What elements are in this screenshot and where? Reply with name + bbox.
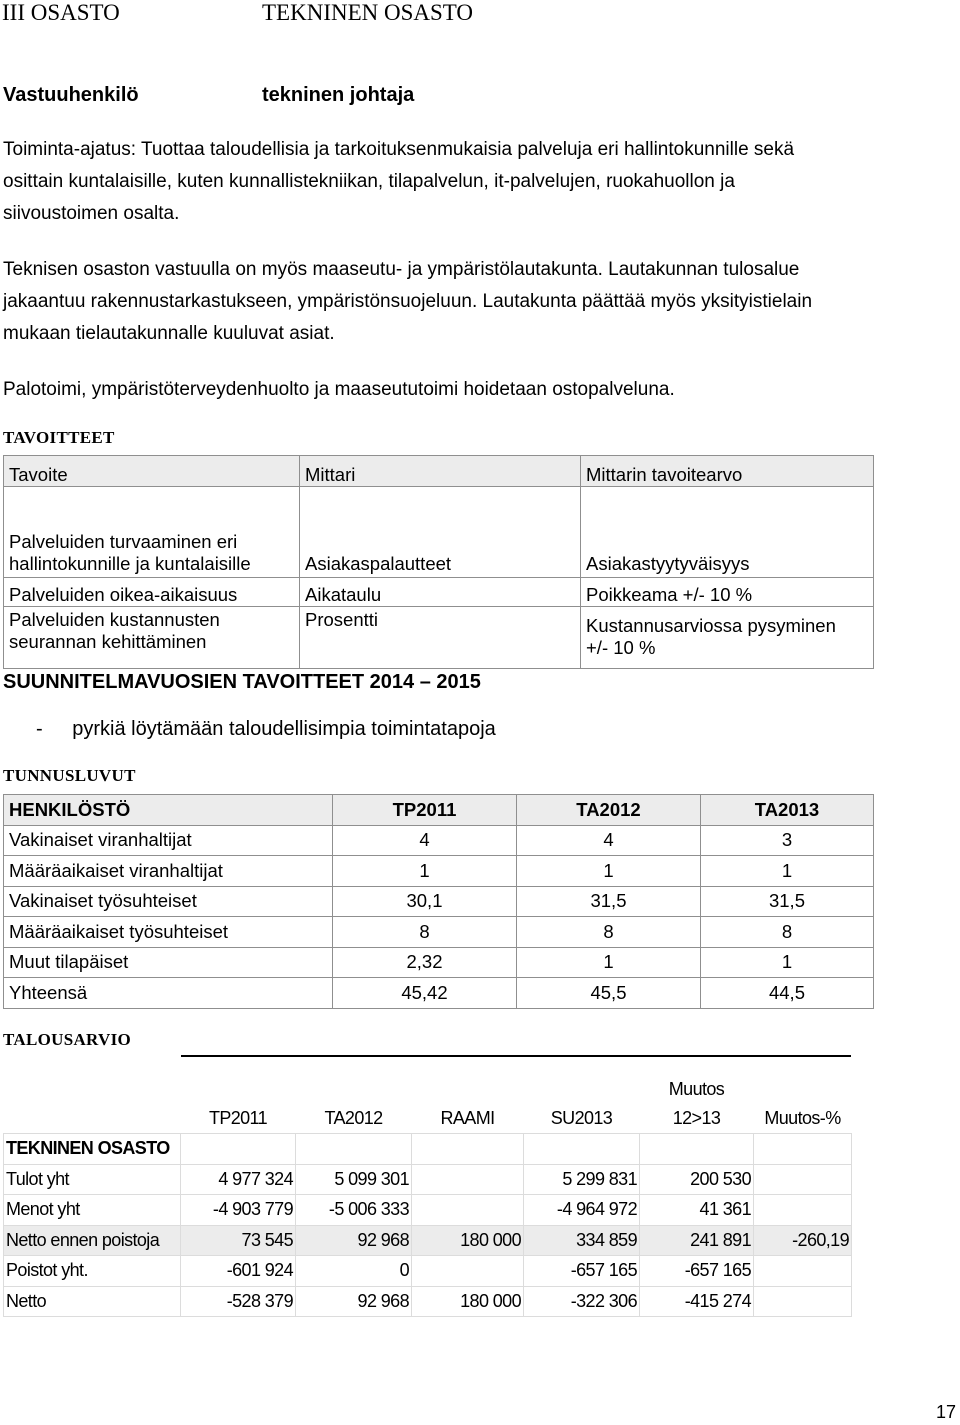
table-cell: 31,5 <box>517 886 701 917</box>
table-cell: 92 968 <box>296 1225 412 1256</box>
table-cell: Asiakaspalautteet <box>300 487 581 578</box>
table-cell: 4 <box>517 825 701 856</box>
goals-table <box>3 455 874 669</box>
table-cell: 4 <box>333 825 517 856</box>
outsourcing-paragraph: Palotoimi, ympäristöterveydenhuolto ja maaseututoimi hoidetaan ostopalveluna. <box>3 379 675 400</box>
column-header: RAAMI <box>412 1057 524 1134</box>
column-header: TP2011 <box>181 1057 296 1134</box>
table-cell: -415 274 <box>640 1286 754 1317</box>
responsible-value: tekninen johtaja <box>262 84 415 106</box>
table-row <box>4 607 874 669</box>
header-line: Muutos <box>668 1079 725 1099</box>
cell-line: hallintokunnille ja kuntalaisille <box>9 553 251 574</box>
table-cell <box>754 1164 852 1195</box>
table-cell: Netto ennen poistoja <box>4 1225 181 1256</box>
table-cell: Muut tilapäiset <box>4 947 333 978</box>
table-row <box>4 886 874 917</box>
table-cell: -4 964 972 <box>524 1195 640 1226</box>
table-cell: 5 099 301 <box>296 1164 412 1195</box>
table-row <box>4 978 874 1009</box>
column-header: Mittarin tavoitearvo <box>581 456 874 487</box>
table-cell: TEKNINEN OSASTO <box>4 1134 181 1165</box>
table-cell <box>581 607 874 669</box>
table-cell: 4 977 324 <box>181 1164 296 1195</box>
table-cell: 92 968 <box>296 1286 412 1317</box>
table-cell: 2,32 <box>333 947 517 978</box>
table-cell <box>754 1195 852 1226</box>
table-cell: 44,5 <box>701 978 874 1009</box>
table-row <box>4 1225 852 1256</box>
table-cell: 200 530 <box>640 1164 754 1195</box>
budget-heading: TALOUSARVIO <box>3 1030 132 1049</box>
cell-line: seurannan kehittäminen <box>9 631 207 652</box>
header-line: 12>13 <box>672 1108 721 1128</box>
table-header-row <box>4 456 874 487</box>
table-cell: Vakinaiset työsuhteiset <box>4 886 333 917</box>
cell-line: Palveluiden turvaaminen eri <box>9 531 238 552</box>
text-line: mukaan tielautakunnalle kuuluvat asiat. <box>3 323 335 344</box>
table-cell: Palveluiden oikea-aikaisuus <box>4 578 300 607</box>
kpi-heading: TUNNUSLUVUT <box>3 766 136 785</box>
column-header: Mittari <box>300 456 581 487</box>
cell-line: Palveluiden kustannusten <box>9 609 220 630</box>
table-cell: Prosentti <box>300 607 581 669</box>
responsible-label: Vastuuhenkilö <box>3 84 139 106</box>
table-cell <box>754 1256 852 1287</box>
text-line: siivoustoimen osalta. <box>3 203 180 224</box>
table-cell: Netto <box>4 1286 181 1317</box>
table-cell: -657 165 <box>524 1256 640 1287</box>
column-header <box>4 1057 181 1134</box>
table-cell: -260,19 <box>754 1225 852 1256</box>
bullet-mark: - <box>36 718 43 740</box>
table-cell: Vakinaiset viranhaltijat <box>4 825 333 856</box>
bullet-text: pyrkiä löytämään taloudellisimpia toimintatapoja <box>72 718 496 740</box>
table-cell: 73 545 <box>181 1225 296 1256</box>
department-title: TEKNINEN OSASTO <box>262 0 474 25</box>
text-line: osittain kuntalaisille, kuten kunnallistekniikan, tilapalvelun, it-palvelujen, ruokahuollon ja <box>3 171 735 192</box>
table-cell: 8 <box>333 917 517 948</box>
text-line: jakaantuu rakennustarkastukseen, ympäristönsuojeluun. Lautakunta päättää myös yksityistielain <box>3 291 813 312</box>
table-cell: 8 <box>701 917 874 948</box>
table-cell: -601 924 <box>181 1256 296 1287</box>
table-cell <box>754 1286 852 1317</box>
table-cell: 5 299 831 <box>524 1164 640 1195</box>
budget-table <box>3 1057 852 1317</box>
table-cell <box>412 1195 524 1226</box>
plan-heading: SUUNNITELMAVUOSIEN TAVOITTEET 2014 – 2015 <box>3 671 481 693</box>
column-header: SU2013 <box>524 1057 640 1134</box>
table-row <box>4 1195 852 1226</box>
table-row <box>4 487 874 578</box>
table-cell: 45,5 <box>517 978 701 1009</box>
responsibility-paragraph <box>3 254 953 350</box>
cell-line: +/- 10 % <box>586 637 656 658</box>
table-cell: 1 <box>701 856 874 887</box>
table-cell: 1 <box>701 947 874 978</box>
table-cell: Poikkeama +/- 10 % <box>581 578 874 607</box>
table-cell: 41 361 <box>640 1195 754 1226</box>
table-cell: 31,5 <box>701 886 874 917</box>
table-cell <box>412 1256 524 1287</box>
staff-table <box>3 794 874 1009</box>
table-cell: Tulot yht <box>4 1164 181 1195</box>
table-cell: 180 000 <box>412 1286 524 1317</box>
table-cell: 8 <box>517 917 701 948</box>
table-cell <box>4 487 300 578</box>
section-title: III OSASTO <box>2 0 120 25</box>
cell-line: Kustannusarviossa pysyminen <box>586 615 836 636</box>
table-cell: Määräaikaiset viranhaltijat <box>4 856 333 887</box>
table-cell: 334 859 <box>524 1225 640 1256</box>
column-header: TA2013 <box>701 795 874 826</box>
bullet-item <box>36 718 496 741</box>
table-cell: Asiakastyytyväisyys <box>581 487 874 578</box>
table-row <box>4 1256 852 1287</box>
table-header-row <box>4 795 874 826</box>
table-cell: -657 165 <box>640 1256 754 1287</box>
table-cell: -4 903 779 <box>181 1195 296 1226</box>
column-header: TP2011 <box>333 795 517 826</box>
text-line: Teknisen osaston vastuulla on myös maaseutu- ja ympäristölautakunta. Lautakunnan tulosalue <box>3 259 800 280</box>
column-header <box>640 1057 754 1134</box>
table-cell: Menot yht <box>4 1195 181 1226</box>
table-cell: 241 891 <box>640 1225 754 1256</box>
table-cell: Määräaikaiset työsuhteiset <box>4 917 333 948</box>
table-cell: 3 <box>701 825 874 856</box>
table-cell: 180 000 <box>412 1225 524 1256</box>
table-row <box>4 917 874 948</box>
column-header: HENKILÖSTÖ <box>4 795 333 826</box>
column-header: TA2012 <box>517 795 701 826</box>
table-cell <box>4 607 300 669</box>
table-cell: Yhteensä <box>4 978 333 1009</box>
text-line: Toiminta-ajatus: Tuottaa taloudellisia ja tarkoituksenmukaisia palveluja eri hallintokunnille sekä <box>3 139 795 160</box>
table-header-row <box>4 1057 852 1134</box>
table-row <box>4 1164 852 1195</box>
page-number: 17 <box>935 1402 956 1422</box>
table-cell: 45,42 <box>333 978 517 1009</box>
table-row <box>4 856 874 887</box>
table-cell: 1 <box>517 856 701 887</box>
mission-paragraph <box>3 134 953 230</box>
table-row <box>4 1134 852 1165</box>
table-row <box>4 947 874 978</box>
table-cell: -528 379 <box>181 1286 296 1317</box>
table-row <box>4 578 874 607</box>
goals-heading: TAVOITTEET <box>3 428 115 447</box>
table-cell: 1 <box>333 856 517 887</box>
table-cell: -5 006 333 <box>296 1195 412 1226</box>
table-cell: -322 306 <box>524 1286 640 1317</box>
table-cell: Aikataulu <box>300 578 581 607</box>
table-cell: 0 <box>296 1256 412 1287</box>
table-cell <box>412 1164 524 1195</box>
column-header: Tavoite <box>4 456 300 487</box>
table-cell: 1 <box>517 947 701 978</box>
table-cell: 30,1 <box>333 886 517 917</box>
column-header: TA2012 <box>296 1057 412 1134</box>
table-cell: Poistot yht. <box>4 1256 181 1287</box>
table-row <box>4 825 874 856</box>
column-header: Muutos-% <box>754 1057 852 1134</box>
table-row <box>4 1286 852 1317</box>
